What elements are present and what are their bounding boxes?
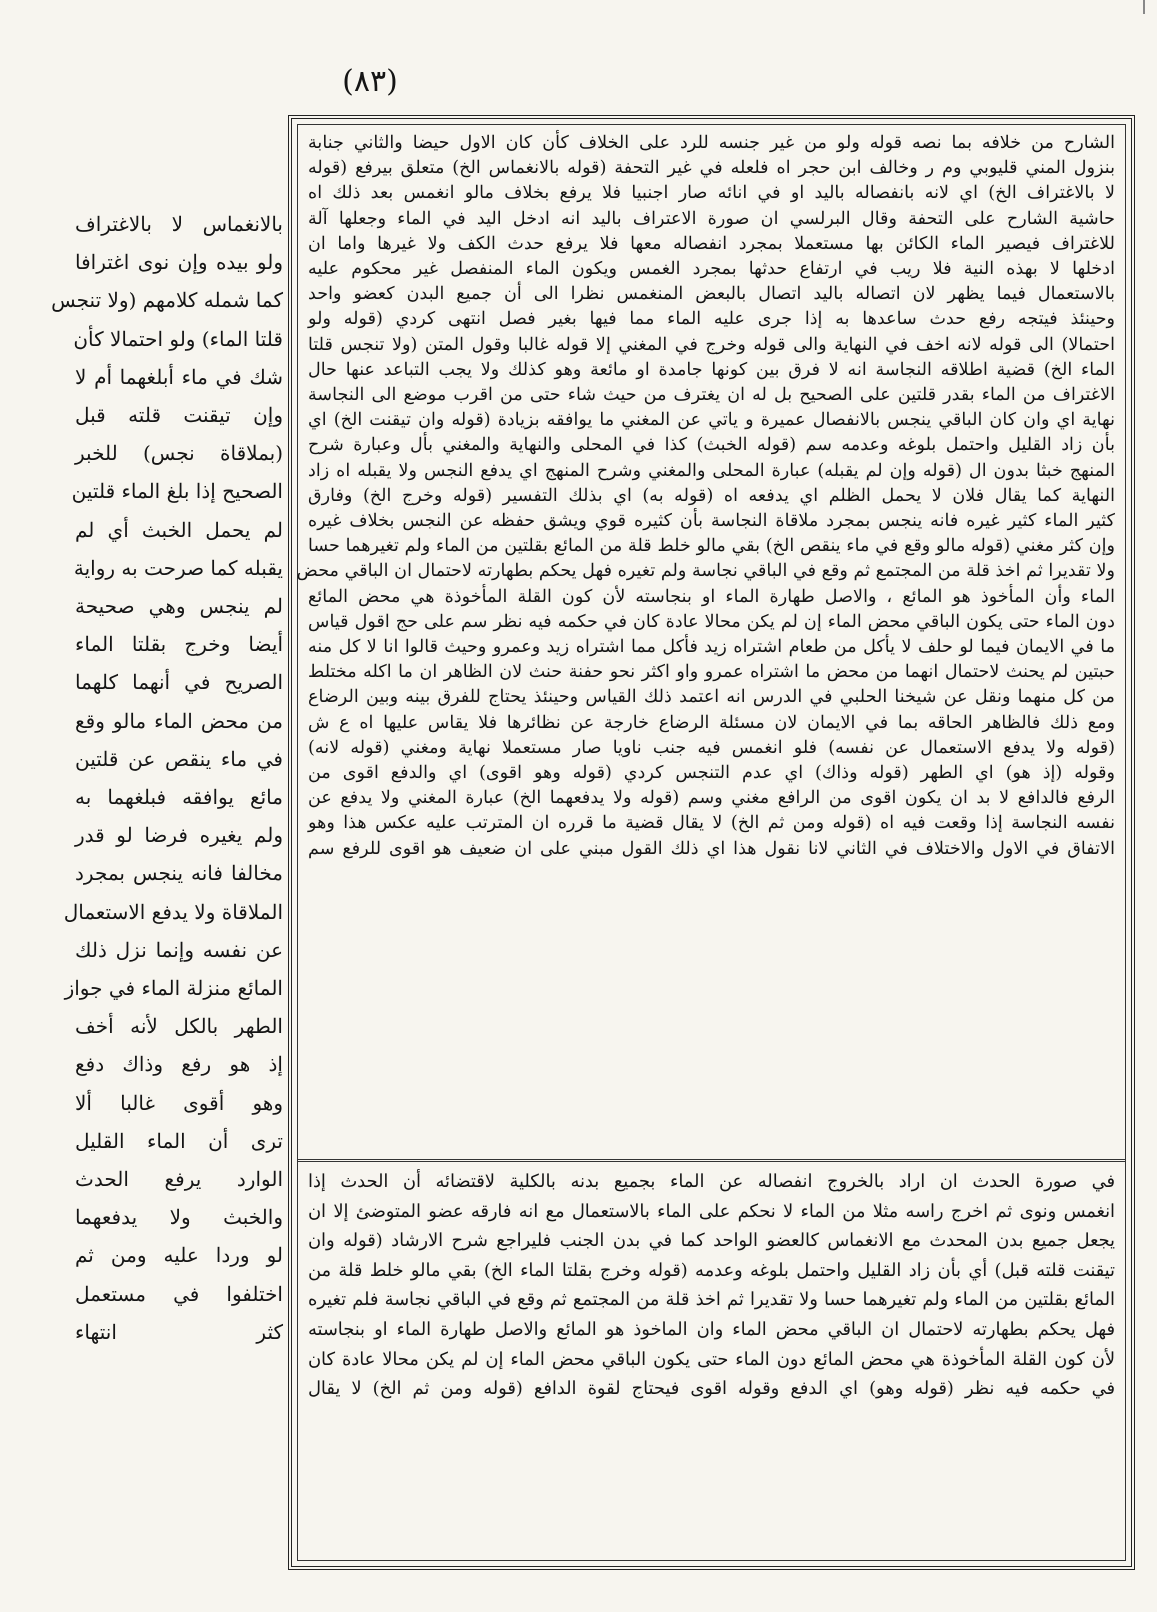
matn-line: مخالفا فانه ينجس بمجرد [75,861,283,886]
matn-line: اختلفوا في مستعمل [75,1281,283,1306]
section-divider [298,1159,1125,1162]
commentary-line: وقوله (إذ هو) اي الطهر (قوله وذاك) اي عدم التنجس كردي (قوله وهو اقوى) اي والدفع اقوى من [308,763,1115,784]
commentary-line: الاتفاق في الاول والاختلاف في الثاني لانا نقول هذا اي ذلك القول مبني على ان ضعيف هو اقوى للرفع سم [308,838,1115,859]
matn-line: ترى أن الماء القليل [75,1128,283,1153]
commentary-line: الاغتراف من الماء بقدر قلتين على الصحيح بل له ان يغترف من حيث شاء حتى من اقرب موضع الى النجاسة [308,385,1115,406]
commentary-line: الماء وأن المأخوذ هو المائع ، والاصل طهارة الماء او بنجاسته لأن كون القلة المأخوذة هي محض المائع [308,586,1115,607]
commentary-frame [288,115,1135,1570]
commentary-line: لأن كون القلة المأخوذة هي محض المائع دون الماء حتى يكون الباقي محض الماء إن لم يكن محالا عادة كان [308,1348,1115,1370]
commentary-line: وإن كثر مغني (قوله مالو وقع في ماء ينقص الخ) بقي مالو خلط قلة من المائع بقلتين من الماء ولم تغيرهما حسا [308,536,1115,557]
matn-line: وهو أقوى غالبا ألا [75,1090,283,1115]
matn-line: المائع منزلة الماء في جواز [64,976,283,1001]
matn-line: الطهر بالكل لأنه أخف [75,1014,283,1039]
commentary-line: ما في الايمان فيما لو حلف لا يأكل من طعام اشتراه زيد فأكل مما اشتراه زيد وعمرو وحيث قالوا انا لا كل منه [308,637,1115,658]
matn-line: أيضا وخرج بقلتا الماء [75,632,283,657]
matn-line: الوارد يرفع الحدث [75,1167,283,1192]
matn-line: (بملاقاة نجس) للخبر [75,441,283,466]
matn-line: لو وردا عليه ومن ثم [75,1243,283,1268]
commentary-line: يجعل جميع بدن المحدث مع الانغماس كالعضو الواحد كما في بدن الجنب فليراجع شرح الارشاد (قوله وان [308,1230,1115,1252]
matn-line: ولم يغيره فرضا لو قدر [75,823,283,848]
commentary-line: من كل منهما ونقل عن شيخنا الحلبي في الدرس انه اعتمد ذلك القياس وحينئذ يحتاج للفرق بينه وبين الرضاع [308,687,1115,708]
matn-line: شك في ماء أبلغهما أم لا [75,364,283,389]
matn-line: كما شمله كلامهم (ولا تنجس [51,288,283,313]
matn-line: من محض الماء مالو وقع [75,708,283,733]
matn-line: يقبله كما صرحت به رواية [73,555,283,580]
matn-line: لم يحمل الخبث أي لم [75,517,283,542]
matn-line: الملاقاة ولا يدفع الاستعمال [63,899,283,924]
commentary-line: فهل يحكم بطهارته لاحتمال ان الباقي محض الماء وان الماخوذ هو المائع والاصل طهارة الماء او بنجاسته [308,1318,1115,1340]
commentary-line: الماء الخ) قضية اطلاقه النجاسة انه لا فرق بين كونها جامدة او مائعة وهو كذلك ولا يجب التباعد عنها حال [308,359,1115,380]
commentary-line: نهاية اي وان كان الباقي ينجس بالانفصال عميرة و ياتي عن المغني ما يوافقه بزيادة (قوله وان تيقنت الخ) اي [308,410,1115,431]
commentary-line: المائع بقلتين من الماء ولم تغيرهما حسا ولا تقديرا ثم اخذ قلة من المجتمع ثم وقع في الباقي نجاسة فلم تغيره [308,1289,1115,1311]
commentary-lower [308,1167,1115,1552]
matn-line: عن نفسه وإنما نزل ذلك [75,937,283,962]
matn-line: لم ينجس وهي صحيحة [75,594,283,619]
matn-line: الصحيح إذا بلغ الماء قلتين [71,479,283,504]
commentary-line: حاشية الشارح على التحفة وقال البرلسي ان صورة الاعتراف باليد انه ادخل اليد في الماء وجعلها آلة [308,208,1115,229]
commentary-line: كثير الماء كثير غيره فانه ينجس بمجرد ملاقاة النجاسة بأن كثيره قوي ويشق حفظه عن النجس بخلاف غيره [308,511,1115,532]
commentary-line: انغمس ونوى ثم اخرج راسه مثلا من الماء لا نحكم على الماء بالاستعمال مع انه فارقه عضو المتوضئ إلا ان [308,1200,1115,1222]
commentary-line: (قوله ولا يدفع الاستعمال عن نفسه) فلو انغمس فيه جنب ناويا صار مستعملا نهاية ومغني (قوله لانه) [308,737,1115,758]
commentary-line: المنهج خبثا بدون ال (قوله وإن لم يقبله) عبارة المحلى والمغني وشرح المنهج اي يدفع النجس ولا يقبله اه زاد [308,460,1115,481]
commentary-line: وحينئذ فيتجه رفع حدث ساعدها به إذا جرى عليه الماء مما فيها بغير فصل انتهى كردي (قوله ولو [308,309,1115,330]
commentary-main [296,131,1115,1143]
commentary-line: بالاستعمال فيما يظهر لان اتصاله باليد اتصال بالبعض المنغمس نظرا الى أن جميع البدن كعضو واحد [308,284,1115,305]
matn-line: إذ هو رفع وذاك دفع [75,1052,283,1077]
commentary-line: الشارح من خلافه بما نصه قوله ولو من غير جنسه للرد على الخلاف كأن كان الاول حيضا والثاني جنابة [308,133,1115,153]
commentary-line: ولا تقديرا ثم اخذ قلة من المجتمع ثم وقع في الباقي نجاسة ولم تغيره فهل يحكم بطهارته لاحتمال ان الباقي محض [296,561,1115,582]
commentary-line: دون الماء حتى يكون الباقي محض الماء إن لم يكن محالا عادة كان في حكمه فيه نظر سم على حج اقول قياس [308,611,1115,632]
commentary-line: النهاية كما يقال فلان لا يحمل الظلم اي يدفعه اه (قوله به) اي بذلك التفسير (قوله وخرج الخ) وفارق [308,485,1115,506]
commentary-line: الرفع فالدافع لا بد ان يكون اقوى من الرافع مغني وسم (قوله ولا يدفعهما الخ) عبارة المغني ولا يدفع عن [308,788,1115,809]
matn-line: في ماء ينقص عن قلتين [75,746,283,771]
commentary-line: نفسه النجاسة إذا وقعت فيه اه (قوله ومن ثم الخ) لا يقال قضية ما قرره ان المترتب عليه عكس هذا وهو [308,813,1115,834]
commentary-line: حبتين لم يحنث لاحتمال انهما من محض ما اشتراه عمرو واو اكثر نحو حفنة حنث لان الظاهر ان ما اكله مختلط [308,662,1115,683]
commentary-line: في حكمه فيه نظر (قوله وهو) اي الدفع وقوله اقوى فيحتاج لقوة الدافع (قوله ومن ثم الخ) لا يقال [308,1378,1115,1400]
page-edge-mark [1143,0,1145,14]
matn-line: ولو بيده وإن نوى اغترافا [75,250,283,275]
matn-column [51,205,283,1344]
commentary-frame-inner [297,124,1126,1561]
page-number: (٨٣) [342,64,398,99]
matn-line: كثر انتهاء [75,1319,283,1344]
matn-line: وإن تيقنت قلته قبل [75,403,283,428]
commentary-line: بأن زاد القليل واحتمل بلوغه وعدمه سم (قوله الخبث) كذا في المحلى والنهاية والمغني بأل وعبارة شرح [308,435,1115,456]
commentary-line: للاغتراف فيصير الماء الكائن بها مستعملا بمجرد انفصاله معها فلا يرفع حدث الكف ولا غيرها واما ان [308,233,1115,254]
matn-line: الصريح في أنهما كلهما [75,670,283,695]
matn-line: والخبث ولا يدفعهما [75,1205,283,1230]
commentary-line: احتمالا) الى قوله لانه اخف في النهاية والى قوله وخرج في المغني إلا قوله غالبا وقول المتن (ولا تنجس قلتا [308,334,1115,355]
matn-line: مائع يوافقه فبلغهما به [75,785,283,810]
commentary-line: تيقنت قلته قبل) أي بأن زاد القليل واحتمل بلوغه وعدمه (قوله وخرج بقلتا الماء الخ) بقي مالو خلط قلة من [308,1259,1115,1281]
commentary-line: لا بالاغتراف الخ) اي لانه بانفصاله باليد او في انائه صار اجنبيا فلا يرفع بخلاف مالو انغمس بعد ذلك اه [308,183,1115,204]
commentary-line: في صورة الحدث ان اراد بالخروج انفصاله عن الماء بجميع بدنه بالكلية لاقتضائه أن الحدث إذا [308,1171,1115,1192]
commentary-line: بنزول المني قليوبي وم ر وخالف ابن حجر اه فلعله في غير التحفة (قوله بالانغماس الخ) متعلق بيرفع (قوله [308,158,1115,179]
matn-line: قلتا الماء) ولو احتمالا كأن [73,326,283,351]
commentary-line: ومع ذلك فالظاهر الحاقه بما في الايمان لان مسئلة الرضاع خارجة عن نظائرها فلا يقاس عليها اه ع ش [308,712,1115,733]
matn-line: بالانغماس لا بالاغتراف [75,212,283,236]
commentary-line: ادخلها لا بهذه النية فلا ريب في ارتفاع حدثها بمجرد الغمس ويكون الماء المنفصل غير محكوم عليه [308,259,1115,280]
